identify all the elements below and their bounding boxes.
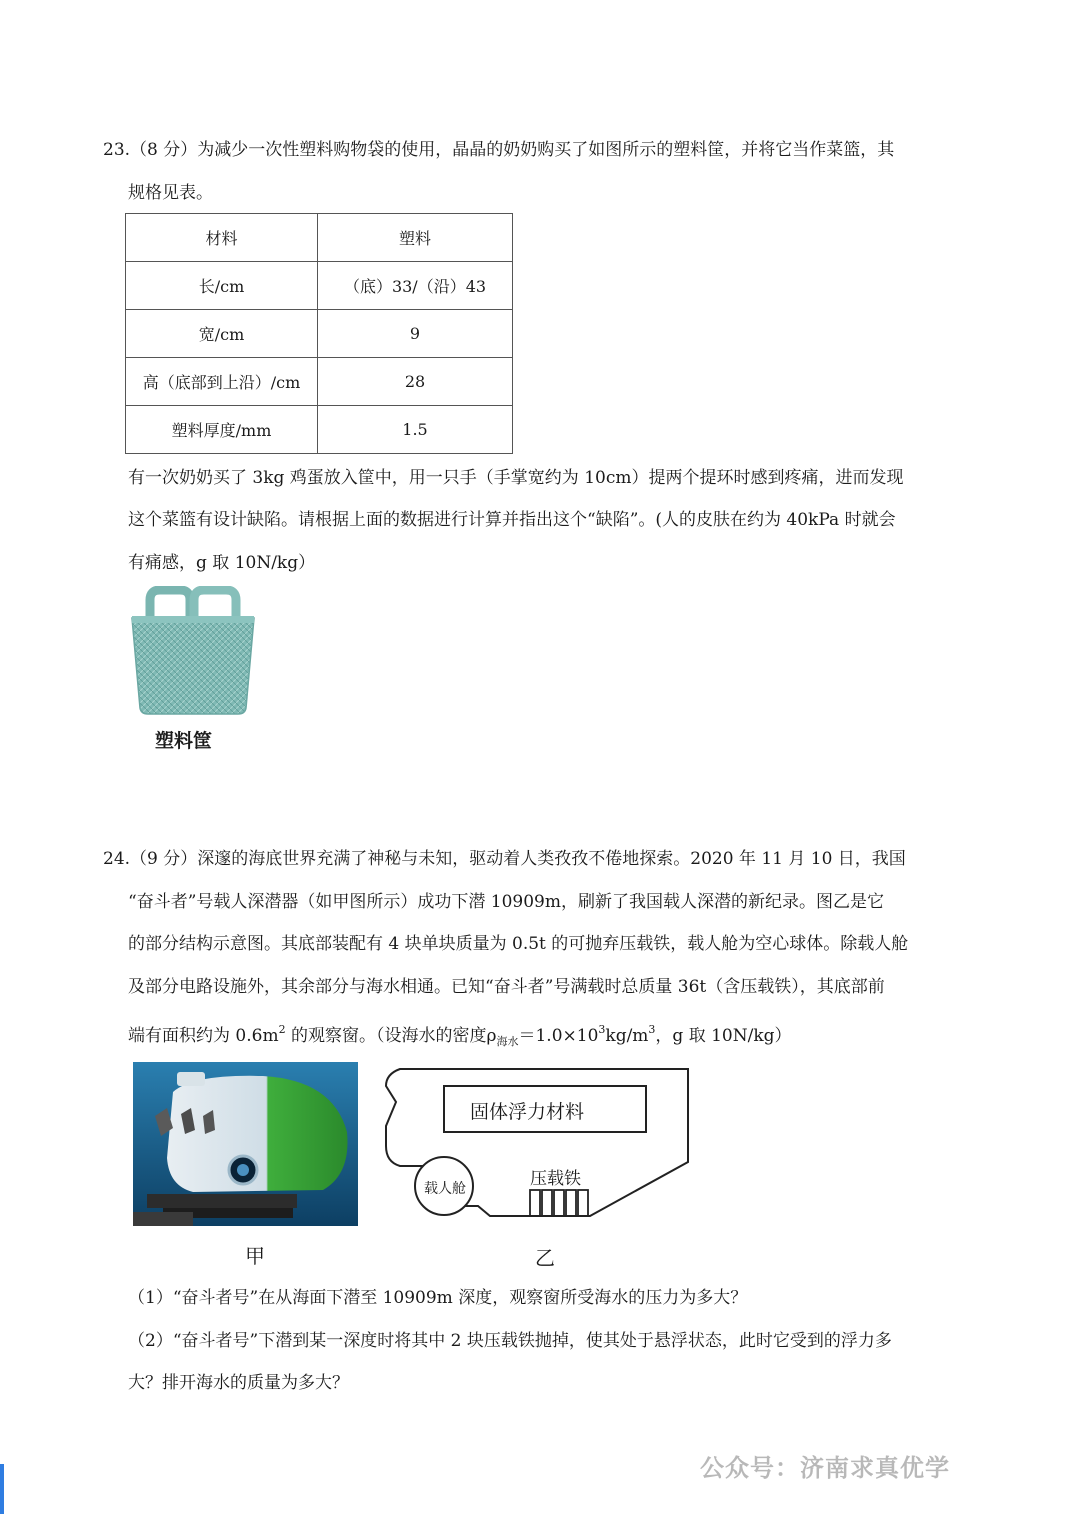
edge-marker — [0, 1464, 4, 1514]
q24-line-3: 的部分结构示意图。其底部装配有 4 块单块质量为 0.5t 的可抛弃压载铁，载人舱为空心球体。除载人舱 — [128, 934, 909, 954]
q24-line-5 — [128, 1018, 792, 1054]
table-row — [126, 310, 513, 358]
table-row — [126, 406, 513, 454]
q23-line-1: 23.（8 分）为减少一次性塑料购物袋的使用，晶晶的奶奶购买了如图所示的塑料筐，并将它当作菜篮，其 — [103, 140, 895, 160]
text-segment: kg/m — [605, 1026, 649, 1046]
superscript: 2 — [278, 1023, 286, 1036]
watermark: 公众号：济南求真优学 — [700, 1454, 950, 1482]
figure-jia-caption: 甲 — [245, 1244, 265, 1268]
q24-subquestion-2b: 大？排开海水的质量为多大？ — [128, 1373, 349, 1393]
q23-line-2: 规格见表。 — [128, 183, 213, 203]
table-cell: 9 — [318, 310, 513, 358]
figure-yi-caption: 乙 — [535, 1246, 555, 1270]
structure-diagram — [378, 1066, 690, 1222]
text-segment: 端有面积约为 0.6m — [128, 1026, 279, 1046]
q23-paragraph-1: 有一次奶奶买了 3kg 鸡蛋放入筐中，用一只手（手掌宽约为 10cm）提两个提环时感到疼痛，进而发现 — [128, 468, 904, 488]
basket-image — [128, 586, 258, 716]
text-segment: ，g 取 10N/kg） — [655, 1026, 792, 1046]
q24-subquestion-1: （1）“奋斗者号”在从海面下潜至 10909m 深度，观察窗所受海水的压力为多大？ — [128, 1288, 748, 1308]
table-row — [126, 358, 513, 406]
table-cell: 长/cm — [126, 262, 318, 310]
table-row — [126, 214, 513, 262]
table-row — [126, 262, 513, 310]
q24-line-2: “奋斗者”号载人深潜器（如甲图所示）成功下潜 10909m，刷新了我国载人深潜的新纪录。图乙是它 — [128, 892, 884, 912]
table-cell: 材料 — [126, 214, 318, 262]
table-cell: 塑料 — [318, 214, 513, 262]
q23-paragraph-3: 有痛感，g 取 10N/kg） — [128, 553, 316, 573]
table-cell: 28 — [318, 358, 513, 406]
subscript: 海水 — [496, 1035, 519, 1048]
basket-caption: 塑料筐 — [155, 730, 213, 752]
q24-subquestion-2a: （2）“奋斗者号”下潜到某一深度时将其中 2 块压载铁抛掉，使其处于悬浮状态，此时它受到的浮力多 — [128, 1331, 892, 1351]
text-segment: 的观察窗。（设海水的密度ρ — [285, 1026, 497, 1046]
q24-line-1: 24.（9 分）深邃的海底世界充满了神秘与未知，驱动着人类孜孜不倦地探索。2020 年 11 月 10 日，我国 — [103, 849, 906, 869]
superscript: 3 — [648, 1023, 656, 1036]
spec-table — [125, 213, 513, 454]
submersible-photo — [133, 1062, 358, 1226]
text-segment: ＝1.0×10 — [518, 1026, 599, 1046]
table-cell: （底）33/（沿）43 — [318, 262, 513, 310]
crew-cabin-label: 载人舱 — [424, 1181, 466, 1197]
buoyancy-material-label: 固体浮力材料 — [470, 1101, 585, 1123]
ballast-iron-label: 压载铁 — [530, 1169, 581, 1189]
q24-line-4: 及部分电路设施外，其余部分与海水相通。已知“奋斗者”号满载时总质量 36t（含压载铁），其底部前 — [128, 977, 885, 997]
table-cell: 1.5 — [318, 406, 513, 454]
ballast-iron-blocks — [530, 1190, 588, 1216]
table-cell: 塑料厚度/mm — [126, 406, 318, 454]
superscript: 3 — [598, 1023, 606, 1036]
table-cell: 高（底部到上沿）/cm — [126, 358, 318, 406]
table-cell: 宽/cm — [126, 310, 318, 358]
q23-paragraph-2: 这个菜篮有设计缺陷。请根据上面的数据进行计算并指出这个“缺陷”。(人的皮肤在约为 40kPa 时就会 — [128, 510, 896, 530]
